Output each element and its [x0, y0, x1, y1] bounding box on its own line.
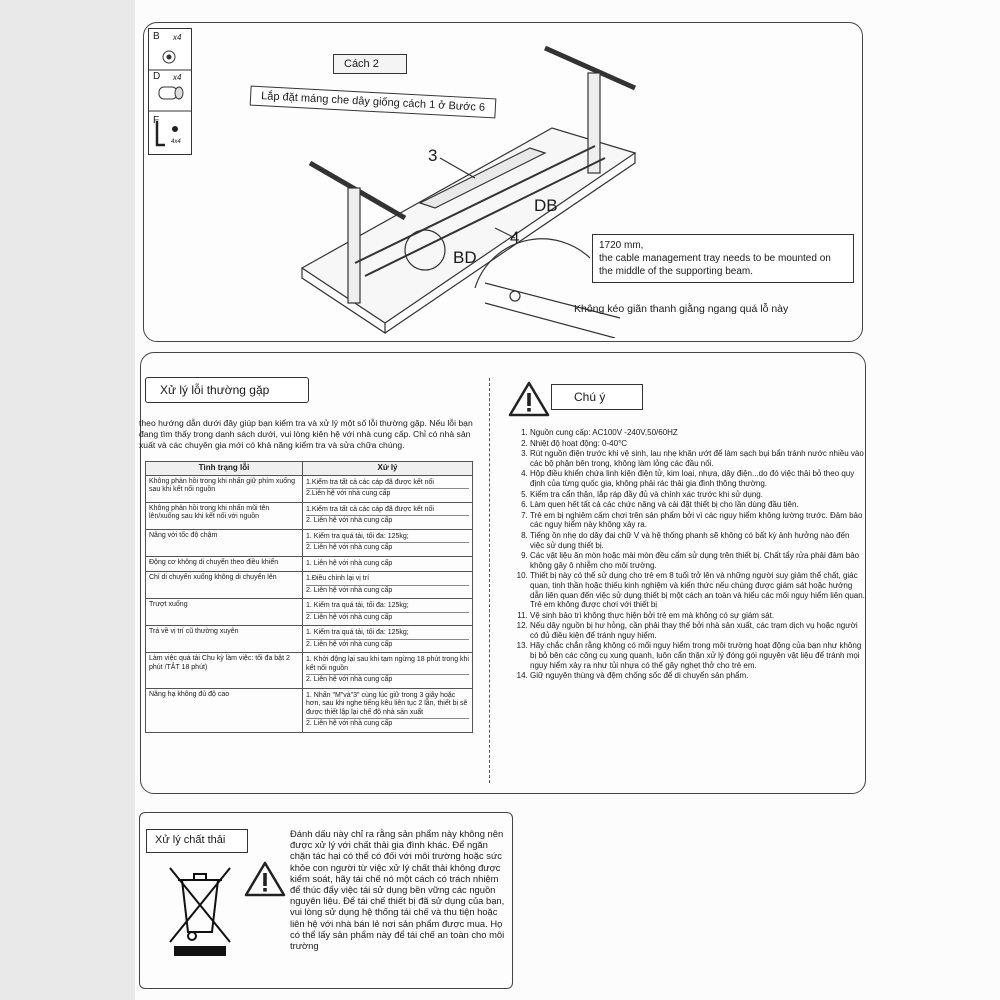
part-b-letter: B	[153, 31, 160, 42]
info-line-1: 1720 mm,	[599, 240, 644, 251]
part-f-qty: 4x4	[171, 139, 181, 145]
fix-cell	[303, 502, 473, 529]
table-row	[146, 572, 473, 599]
fix-step: 1. Kiểm tra quá tải, tối đa: 125kg;	[306, 628, 469, 640]
caution-title-box	[551, 384, 643, 410]
info-line-3: the middle of the supporting beam.	[599, 266, 753, 277]
caution-item: 13. Hãy chắc chắn rằng không có mối nguy hiểm trong môi trường hoạt động của bạn như không bị bỏ bên các công cụ xung quanh, luôn cẩn thận xử lý đóng gói nguyên vật liệu để tránh mọi nguy hiểm xảy ra như tủi nhựa có thể gây nghẹt thở cho trẻ em.	[530, 641, 865, 670]
fix-step: 2. Liên hệ với nhà cung cấp	[306, 613, 393, 621]
fix-step: 1. Kiểm tra quá tải, tối đa: 125kg;	[306, 532, 469, 544]
col-fix-header: Xử lý	[303, 462, 473, 476]
method-tag: Cách 2	[333, 54, 407, 74]
table-row	[146, 599, 473, 626]
fix-step: 1.Kiểm tra tất cả các cáp đã được kết nối	[306, 505, 469, 517]
fix-step: 1.Kiểm tra tất cả các cáp đã được kết nối	[306, 478, 469, 490]
parts-list-box	[148, 28, 192, 155]
status-cell: Không phản hồi trong khi nhấn mũi tên lên/xuống sau khi kết nối với nguồn	[146, 502, 303, 529]
hex-key-icon	[157, 121, 165, 145]
status-cell: Chỉ di chuyển xuống không di chuyển lên	[146, 572, 303, 599]
status-cell: Không phản hồi trong khi nhấn giữ phím xuống sau khi kết nối nguồn	[146, 475, 303, 502]
desk-assembly-diagram	[290, 28, 850, 338]
fix-step: 2. Liên hệ với nhà cung cấp	[306, 676, 393, 683]
caution-item: 5. Kiểm tra cẩn thận, lắp ráp đầy đủ và chính xác trước khi sử dụng.	[530, 490, 865, 500]
fix-step: 1. Kiểm tra quá tải, tối đa: 125kg;	[306, 601, 469, 613]
col-status-header: Tình trạng lỗi	[146, 462, 303, 476]
callout-3: 3	[428, 146, 438, 165]
caution-item: 6. Làm quen hết tất cả các chức năng và cài đặt thiết bị cho lần dùng đầu tiên.	[530, 500, 865, 510]
screw-b-icon	[163, 51, 175, 63]
fix-step: 1. Liên hệ với nhà cung cấp	[306, 559, 393, 567]
table-row	[146, 529, 473, 556]
status-cell: Làm việc quá tải Chu kỳ làm việc: tối đa bật 2 phút /TẮT 18 phút)	[146, 653, 303, 689]
troubleshoot-intro: theo hướng dẫn dưới đây giúp bạn kiểm tra và xử lý một số lỗi thường gặp. Nếu lỗi bạn đang tìm thấy trong danh sách dưới, vui lòng kiên hệ với nhà cung cấp. Chỉ có nhà sản xuất và các chuyên gia mới có khả năng kiểm tra và sửa chữa chúng.	[139, 418, 473, 450]
fix-cell	[303, 626, 473, 653]
fix-cell	[303, 599, 473, 626]
status-cell: Trả về vị trí cũ thường xuyên	[146, 626, 303, 653]
info-note	[592, 234, 854, 283]
waste-title-box	[146, 829, 248, 853]
status-cell: Nâng hạ không đủ độ cao	[146, 688, 303, 732]
caution-item: 9. Các vật liệu ăn mòn hoặc mài mòn đều cấm sử dụng trên thiết bị. Chất tẩy rửa phải đảm bảo không gây ô nhiễm cho môi trường.	[530, 551, 865, 570]
screw-d-icon	[159, 87, 183, 99]
caution-item: 10. Thiết bị này có thể sử dụng cho trẻ em 8 tuổi trở lên và những người suy giảm thể chất, giác quan, tinh thần hoặc thiếu kinh nghiệm và kiến thức nếu chúng được giám sát hoặc hướng dẫn liên quan đến việc sử dụng thiết bị một cách an toàn và hiểu các mối nguy hiểm liên quan. Trẻ em không được chơi với thiết bị	[530, 571, 865, 609]
troubleshoot-rows	[146, 475, 473, 732]
status-cell: Trượt xuống	[146, 599, 303, 626]
waste-text: Đánh dấu này chỉ ra rằng sản phẩm này không nên được xử lý với chất thải gia đình khác. Để ngăn chặn tác hại có thể có đối với môi trường hoặc sức khỏe con người từ việc xử lý chất thải không được kiểm soát, hãy tái chế nó một cách có trách nhiệm để thúc đẩy việc tái sử dụng bền vững các nguồn nguyên liệu. Để tái chế thiết bị đã sử dụng của bạn, vui lòng sử dụng hệ thống tái chế và thu tiện hoặc liên hệ với nhà bán lẻ nơi sản phẩm được mua. Họ có thể lấy sản phẩm này để tái chế an toàn cho môi trường	[290, 828, 505, 952]
fix-step: 1. Nhấn "M"và"3" cùng lúc giữ trong 3 giây hoặc hơn, sau khi nghe tiếng kêu liên tục 2 lần, thiết bị sẽ được thiết lập lại chế độ nhà sản xuất	[306, 691, 469, 720]
caution-title: Chú ý	[574, 390, 606, 404]
fix-step: 2.Liên hệ với nhà cung cấp	[306, 490, 391, 497]
caution-item: 8. Tiếng ồn nhẹ do dây đai chữ V và hệ thống phanh sẽ không có bất kỳ ảnh hưởng nào đến việc sử dụng thiết bị.	[530, 531, 865, 550]
fix-step: 2. Liên hệ với nhà cung cấp	[306, 517, 393, 524]
table-row	[146, 475, 473, 502]
callout-bd-left: BD	[453, 248, 477, 267]
callout-4: 4	[510, 228, 520, 247]
waste-title: Xử lý chất thải	[155, 834, 226, 846]
caution-item: 14. Giữ nguyên thùng và đệm chống sốc để di chuyển sản phẩm.	[530, 671, 865, 681]
caution-item: 4. Hộp điều khiển chứa linh kiện điện tử, kim loại, nhựa, dây điện...do đó việc thải bỏ theo quy định của từng quốc gia, không phải rác thải gia đình thông thường.	[530, 469, 865, 488]
part-b-qty: x4	[173, 33, 182, 42]
dot-icon	[172, 126, 178, 132]
fix-cell	[303, 653, 473, 689]
part-d-letter: D	[153, 71, 161, 82]
caution-note: Không kéo giãn thanh giằng ngang quá lỗ này	[574, 303, 789, 315]
troubleshoot-title: Xử lý lỗi thường gặp	[160, 383, 270, 397]
caution-item: 12. Nếu dây nguồn bị hư hỏng, cần phải thay thế bởi nhà sản xuất, các trạm dịch vụ hoặc người có đủ điều kiện để tránh nguy hiểm.	[530, 621, 865, 640]
caution-item: 1. Nguồn cung cấp: AC100V -240V,50/60HZ	[530, 428, 865, 438]
fix-step: 1. Khởi động lại sau khi tạm ngừng 18 phút trong khi kết nối nguồn	[306, 655, 469, 675]
info-line-2: the cable management tray needs to be mounted on	[599, 253, 831, 264]
warning-triangle-icon	[507, 380, 551, 418]
caution-list	[508, 428, 865, 682]
troubleshoot-title-box	[145, 377, 309, 403]
step-note: Lắp đặt máng che dây giống cách 1 ở Bước 6	[250, 86, 497, 119]
fix-cell	[303, 529, 473, 556]
table-row	[146, 626, 473, 653]
part-icons	[149, 29, 191, 154]
fix-step: 2. Liên hệ với nhà cung cấp	[306, 720, 393, 727]
weee-bin-icon	[160, 860, 240, 960]
caution-item: 11. Vệ sinh bảo trì không thực hiện bởi trẻ em mà không có sự giám sát.	[530, 611, 865, 621]
table-row	[146, 688, 473, 732]
status-cell: Động cơ không di chuyển theo điều khiển	[146, 556, 303, 572]
table-row	[146, 556, 473, 572]
fix-cell	[303, 688, 473, 732]
troubleshoot-table	[145, 461, 473, 733]
status-cell: Nâng với tốc độ chậm	[146, 529, 303, 556]
caution-item: 3. Rút nguồn điện trước khi vệ sinh, lau nhẹ khăn ướt để làm sạch bụi bẩn tránh nước nhiều vào các bộ phận bên trong, không làm lỏng các đầu nối.	[530, 449, 865, 468]
table-row	[146, 653, 473, 689]
fix-cell	[303, 572, 473, 599]
table-row	[146, 502, 473, 529]
fix-step: 2. Liên hệ với nhà cung cấp	[306, 586, 393, 594]
fix-step: 2. Liên hệ với nhà cung cấp	[306, 544, 393, 551]
fix-cell	[303, 475, 473, 502]
callout-db-right: DB	[534, 196, 558, 215]
part-d-qty: x4	[173, 73, 182, 82]
fix-cell	[303, 556, 473, 572]
fix-step: 2. Liên hệ với nhà cung cấp	[306, 640, 393, 648]
warning-triangle-icon	[243, 860, 287, 898]
part-f-letter: F	[153, 115, 160, 126]
column-divider	[489, 378, 490, 783]
caution-item: 7. Trẻ em bị nghiêm cấm chơi trên sản phẩm bởi vì các nguy hiểm không lường trước. Đảm bảo các nguy hiểm này không xảy ra.	[530, 511, 865, 530]
fix-step: 1.Điều chỉnh lại vị trí	[306, 574, 469, 586]
caution-item: 2. Nhiệt độ hoạt động: 0-40°C	[530, 439, 865, 449]
